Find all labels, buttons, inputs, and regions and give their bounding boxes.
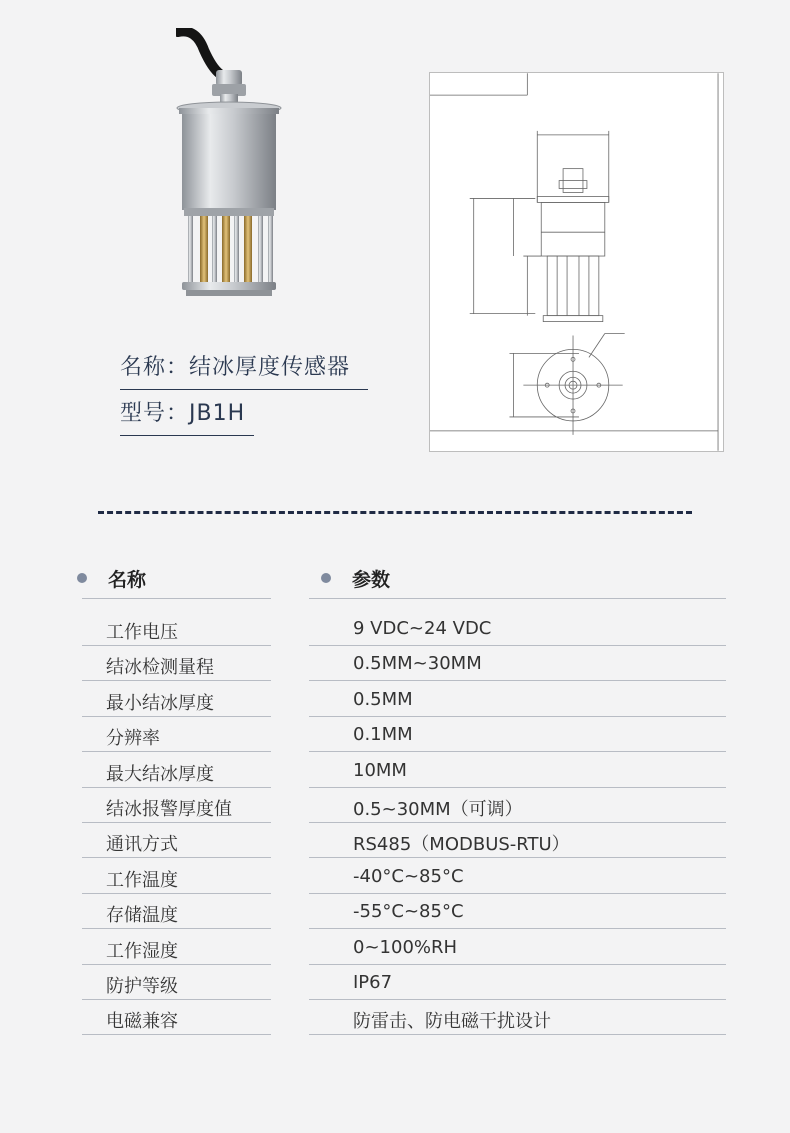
product-name-label: 名称：结冰厚度传感器 <box>120 350 368 390</box>
row-rule-right <box>309 1034 726 1035</box>
spec-value: 0.5MM~30MM <box>353 653 482 675</box>
row-rule-left <box>82 857 271 858</box>
header-bullet-name <box>77 573 87 583</box>
table-header-name: 名称 <box>108 569 147 591</box>
row-rule-right <box>309 716 726 717</box>
row-rule-right <box>309 893 726 894</box>
spec-value: RS485（MODBUS-RTU） <box>353 834 570 856</box>
row-rule-left <box>82 822 271 823</box>
row-rule-left <box>82 999 271 1000</box>
spec-name: 最大结冰厚度 <box>106 763 214 785</box>
sensor-product-image <box>176 28 284 304</box>
spec-name: 通讯方式 <box>106 834 178 856</box>
row-rule-left <box>82 680 271 681</box>
spec-value: IP67 <box>353 972 393 993</box>
row-rule-right <box>309 928 726 929</box>
spec-value: 0.1MM <box>353 724 413 746</box>
spec-name: 防护等级 <box>106 976 178 997</box>
row-rule-left <box>82 751 271 752</box>
row-rule-right <box>309 787 726 788</box>
spec-name: 工作温度 <box>106 869 178 891</box>
spec-value: 0.5~30MM（可调） <box>353 799 523 820</box>
table-header-value: 参数 <box>352 569 391 591</box>
spec-name: 工作湿度 <box>106 940 178 962</box>
spec-value: -55°C~85°C <box>353 901 464 923</box>
row-rule-left <box>82 928 271 929</box>
product-model-label: 型号：JB1H <box>120 396 254 436</box>
spec-value: -40°C~85°C <box>353 865 464 887</box>
spec-value: 10MM <box>353 759 407 781</box>
header-rule-right <box>309 598 726 599</box>
spec-name: 结冰检测量程 <box>106 657 214 679</box>
spec-value: 0.5MM <box>353 688 413 710</box>
spec-name: 最小结冰厚度 <box>106 692 214 714</box>
row-rule-left <box>82 964 271 965</box>
header-rule-left <box>82 598 271 599</box>
spec-value: 防雷击、防电磁干扰设计 <box>353 1011 551 1033</box>
row-rule-right <box>309 964 726 965</box>
row-rule-right <box>309 645 726 646</box>
row-rule-right <box>309 680 726 681</box>
row-rule-left <box>82 645 271 646</box>
spec-name: 工作电压 <box>106 622 178 643</box>
spec-name: 分辨率 <box>106 728 160 750</box>
technical-drawing <box>429 72 724 452</box>
section-divider <box>98 511 692 514</box>
header-bullet-value <box>321 573 331 583</box>
row-rule-right <box>309 822 726 823</box>
spec-value: 0~100%RH <box>353 936 458 958</box>
row-rule-left <box>82 716 271 717</box>
row-rule-right <box>309 751 726 752</box>
row-rule-left <box>82 787 271 788</box>
spec-name: 存储温度 <box>106 905 178 927</box>
row-rule-left <box>82 893 271 894</box>
row-rule-left <box>82 1034 271 1035</box>
row-rule-right <box>309 857 726 858</box>
row-rule-right <box>309 999 726 1000</box>
spec-name: 结冰报警厚度值 <box>106 799 232 820</box>
spec-name: 电磁兼容 <box>106 1011 178 1033</box>
spec-value: 9 VDC~24 VDC <box>353 618 492 639</box>
